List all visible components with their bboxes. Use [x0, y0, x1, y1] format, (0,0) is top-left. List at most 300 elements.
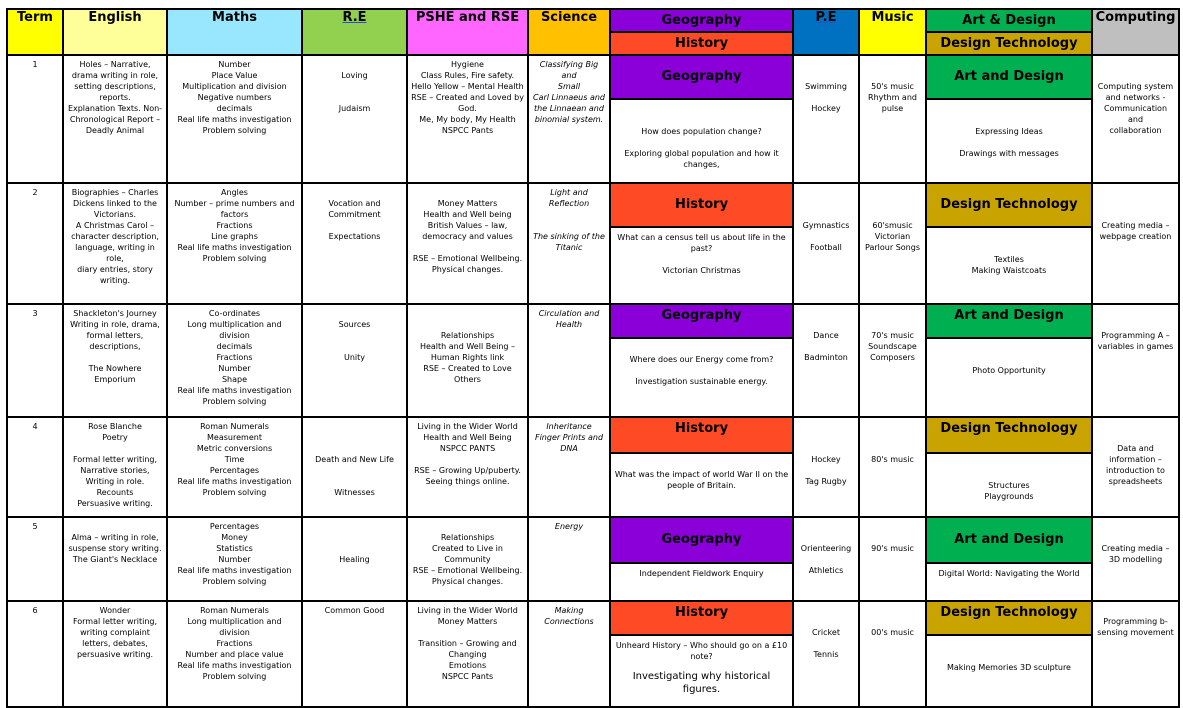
- english-line: [67, 352, 163, 363]
- music-cell: [859, 417, 926, 517]
- maths-cell: [167, 417, 302, 517]
- arts-line: [930, 232, 1088, 243]
- pshe-line: Seeing things online.: [425, 477, 510, 486]
- header-dt: [927, 31, 1091, 54]
- computing-line: Programming A –: [1101, 331, 1170, 340]
- re-line: [306, 330, 403, 341]
- pshe-line: [411, 308, 524, 319]
- arts-line: [930, 469, 1088, 480]
- term-value: 3: [32, 309, 38, 318]
- humanities-line: Where does our Energy come from?: [629, 355, 774, 364]
- english-line: writing.: [99, 276, 131, 285]
- music-line: [863, 421, 922, 432]
- maths-line: Roman Numerals: [200, 606, 269, 615]
- re-line: [306, 443, 403, 454]
- humanities-cell: [610, 55, 793, 183]
- maths-line: Fractions: [216, 639, 253, 648]
- music-line: 60'smusic: [872, 221, 913, 230]
- computing-line: sensing movement: [1097, 628, 1174, 637]
- pe-line: Cricket: [812, 628, 840, 637]
- header-music-label: Music: [871, 10, 914, 25]
- english-line: Dickens linked to the: [73, 199, 157, 208]
- header-english-label: English: [88, 10, 142, 25]
- english-line: [67, 521, 163, 532]
- science-cell: [528, 417, 610, 517]
- pshe-line: RSE – Emotional Wellbeing.: [412, 254, 523, 263]
- music-cell: [859, 601, 926, 707]
- pe-line: Hockey: [811, 104, 841, 113]
- re-line: [306, 81, 403, 92]
- maths-cell: [167, 183, 302, 304]
- music-line: Composers: [870, 353, 915, 362]
- computing-line: [1096, 59, 1175, 70]
- maths-line: Negative numbers: [197, 93, 272, 102]
- english-line: Shackleton's Journey: [73, 309, 157, 318]
- term-row: [7, 183, 1179, 304]
- humanities-line: Independent Fieldwork Enquiry: [639, 569, 764, 578]
- arts-cell: [926, 183, 1092, 304]
- pshe-line: [411, 521, 524, 532]
- science-line: Making: [554, 606, 584, 615]
- humanities-line: [614, 458, 789, 469]
- arts-subject-label: Art and Design: [954, 532, 1064, 547]
- arts-line: Structures: [988, 481, 1030, 490]
- pe-line: [797, 443, 855, 454]
- humanities-cell: [610, 417, 793, 517]
- english-cell: [63, 183, 167, 304]
- header-arts: [926, 9, 1092, 55]
- pshe-line: Changing: [448, 650, 487, 659]
- computing-line: 3D modelling: [1108, 555, 1163, 564]
- english-line: letters, debates,: [82, 639, 148, 648]
- arts-cell: [926, 517, 1092, 601]
- english-line: suspense story writing.: [68, 544, 162, 553]
- maths-line: decimals: [216, 104, 253, 113]
- pshe-line: Class Rules, Fire safety.: [420, 71, 515, 80]
- english-line: Writing in role.: [85, 477, 145, 486]
- pshe-line: RSE – Emotional Wellbeing.: [412, 566, 523, 575]
- re-line: Death and New Life: [315, 455, 394, 464]
- arts-line: [930, 115, 1088, 126]
- maths-line: Number and place value: [185, 650, 284, 659]
- humanities-line: people of Britain.: [667, 481, 736, 490]
- maths-line: Problem solving: [202, 126, 267, 135]
- pshe-line: [411, 319, 524, 330]
- humanities-subject-band: [611, 518, 792, 564]
- computing-line: [1096, 209, 1175, 220]
- music-line: 50's music: [871, 82, 914, 91]
- music-line: 70's music: [871, 331, 914, 340]
- english-line: diary entries, story: [77, 265, 153, 274]
- arts-line: Making Waistcoats: [971, 266, 1047, 275]
- computing-cell: [1092, 417, 1179, 517]
- pshe-line: RSE – Created and Loved by: [411, 93, 524, 102]
- pshe-line: Transition – Growing and: [418, 639, 517, 648]
- music-line: 80's music: [871, 455, 914, 464]
- pshe-cell: [407, 517, 528, 601]
- maths-line: Real life maths investigation: [177, 115, 292, 124]
- music-line: [863, 432, 922, 443]
- maths-line: factors: [220, 210, 249, 219]
- humanities-subject-band: [611, 602, 792, 636]
- term-value: 1: [32, 60, 38, 69]
- english-line: descriptions,: [89, 342, 141, 351]
- music-line: [863, 59, 922, 70]
- music-cell: [859, 183, 926, 304]
- header-art-label: Art & Design: [962, 12, 1056, 28]
- computing-line: spreadsheets: [1108, 477, 1163, 486]
- pshe-line: Money Matters: [437, 199, 498, 208]
- pe-line: [797, 319, 855, 330]
- re-line: Witnesses: [334, 488, 375, 497]
- maths-line: Problem solving: [202, 577, 267, 586]
- pshe-line: Physical changes.: [431, 577, 504, 586]
- science-line: Classifying Big and: [539, 60, 599, 80]
- english-line: persuasive writing.: [76, 650, 154, 659]
- science-line: [532, 209, 606, 220]
- arts-subject-label: Design Technology: [940, 605, 1078, 620]
- english-line: language, writing in role,: [75, 243, 155, 263]
- term-value: 5: [32, 522, 38, 531]
- re-line: [306, 465, 403, 476]
- english-line: Explanation Texts. Non-: [67, 104, 163, 113]
- music-line: [863, 443, 922, 454]
- pe-line: [797, 198, 855, 209]
- arts-line: Textiles: [994, 255, 1024, 264]
- pshe-line: Living in the Wider World: [417, 422, 518, 431]
- science-line: Circulation and: [538, 309, 600, 318]
- music-line: [863, 319, 922, 330]
- re-line: [306, 521, 403, 532]
- pe-line: [797, 465, 855, 476]
- humanities-cell: [610, 517, 793, 601]
- arts-cell: [926, 601, 1092, 707]
- english-line: Poetry: [102, 433, 128, 442]
- re-line: Loving: [341, 71, 368, 80]
- re-cell: [302, 517, 407, 601]
- pshe-line: [411, 627, 524, 638]
- pshe-line: [411, 242, 524, 253]
- pe-line: Football: [810, 243, 842, 252]
- pe-line: Gymnastics: [802, 221, 850, 230]
- header-history-label: History: [674, 35, 729, 51]
- computing-line: [1096, 319, 1175, 330]
- english-line: Recounts: [96, 488, 134, 497]
- english-line: writing complaint: [80, 628, 150, 637]
- english-line: Chronological Report –: [69, 115, 161, 124]
- header-art: [927, 10, 1091, 31]
- term-value: 4: [32, 422, 38, 431]
- maths-line: Real life maths investigation: [177, 477, 292, 486]
- re-line: Common Good: [324, 606, 385, 615]
- science-line: The sinking of the: [533, 232, 605, 241]
- science-cell: [528, 55, 610, 183]
- arts-subject-label: Design Technology: [940, 197, 1078, 212]
- arts-line: Drawings with messages: [959, 149, 1059, 158]
- english-line: Formal letter writing,: [72, 455, 158, 464]
- header-row: [7, 9, 1179, 55]
- maths-line: Shape: [221, 375, 248, 384]
- re-cell: [302, 304, 407, 417]
- english-line: Rose Blanche: [88, 422, 142, 431]
- maths-line: Number – prime numbers and: [174, 199, 295, 208]
- maths-line: Real life maths investigation: [177, 566, 292, 575]
- humanities-line: past?: [690, 244, 713, 253]
- science-line: Small: [557, 82, 581, 91]
- music-line: [863, 605, 922, 616]
- re-cell: [302, 55, 407, 183]
- computing-cell: [1092, 517, 1179, 601]
- music-line: Parlour Songs: [865, 243, 920, 252]
- arts-subject-label: Art and Design: [954, 69, 1064, 84]
- pshe-line: Health and Well being: [423, 210, 512, 219]
- pshe-line: [411, 454, 524, 465]
- pe-cell: [793, 304, 859, 417]
- header-re: [302, 9, 407, 55]
- pe-line: [797, 231, 855, 242]
- arts-line: [930, 243, 1088, 254]
- pe-line: Athletics: [808, 566, 844, 575]
- music-line: [863, 532, 922, 543]
- re-line: Expectations: [328, 232, 381, 241]
- pe-line: [797, 554, 855, 565]
- science-line: Connections: [544, 617, 594, 626]
- pshe-line: RSE – Created to Love: [423, 364, 512, 373]
- maths-cell: [167, 601, 302, 707]
- re-line: [306, 421, 403, 432]
- arts-subject-band: [927, 602, 1091, 636]
- pe-line: Orienteering: [800, 544, 852, 553]
- pshe-line: Others: [454, 375, 481, 384]
- english-line: Wonder: [99, 606, 131, 615]
- re-line: [306, 308, 403, 319]
- pe-line: [797, 308, 855, 319]
- computing-line: [1096, 432, 1175, 443]
- english-line: Victorians.: [93, 210, 137, 219]
- english-line: Narrative stories,: [80, 466, 150, 475]
- pe-cell: [793, 183, 859, 304]
- arts-line: Photo Opportunity: [972, 366, 1046, 375]
- maths-line: decimals: [216, 342, 253, 351]
- pe-line: [797, 432, 855, 443]
- computing-line: [1096, 532, 1175, 543]
- arts-line: [930, 640, 1088, 651]
- maths-line: Multiplication and division: [182, 82, 287, 91]
- science-line: Health: [555, 320, 583, 329]
- humanities-line: [614, 115, 789, 126]
- pe-line: Tag Rugby: [805, 477, 847, 486]
- maths-line: Percentages: [209, 466, 260, 475]
- re-line: Healing: [339, 555, 370, 564]
- english-line: The Giant's Necklace: [72, 555, 158, 564]
- music-line: 90's music: [871, 544, 914, 553]
- english-cell: [63, 304, 167, 417]
- header-science: [528, 9, 610, 55]
- maths-line: Fractions: [216, 353, 253, 362]
- arts-line: [930, 458, 1088, 469]
- english-line: Formal letter writing,: [72, 617, 158, 626]
- humanities-line: What was the impact of world War II on the: [614, 470, 789, 479]
- term-value: 6: [32, 606, 38, 615]
- re-line: Vocation and: [328, 199, 381, 208]
- computing-cell: [1092, 601, 1179, 707]
- term-cell: [7, 183, 63, 304]
- english-line: Biographies – Charles: [71, 188, 159, 197]
- science-line: the Linnaean and: [534, 104, 604, 113]
- pe-line: [797, 209, 855, 220]
- music-line: [863, 308, 922, 319]
- header-re-label: R.E: [342, 10, 367, 25]
- english-line: Persuasive writing.: [77, 499, 153, 508]
- maths-cell: [167, 304, 302, 417]
- re-line: Judaism: [338, 104, 371, 113]
- header-science-label: Science: [540, 10, 598, 25]
- pe-cell: [793, 417, 859, 517]
- maths-line: Line graphs: [211, 232, 258, 241]
- maths-line: Angles: [221, 188, 248, 197]
- pshe-line: Created to Live in Community: [432, 544, 503, 564]
- science-line: DNA: [560, 444, 578, 453]
- maths-line: Real life maths investigation: [177, 243, 292, 252]
- term-cell: [7, 417, 63, 517]
- humanities-subject-band: [611, 56, 792, 100]
- term-row: [7, 55, 1179, 183]
- pe-line: Badminton: [804, 353, 848, 362]
- maths-line: Money: [221, 533, 248, 542]
- re-line: [306, 187, 403, 198]
- english-line: A Christmas Carol –: [75, 221, 155, 230]
- english-line: setting descriptions,: [74, 82, 156, 91]
- humanities-line: Investigation sustainable energy.: [635, 377, 768, 386]
- pshe-line: Health and Well Being: [423, 433, 512, 442]
- computing-line: [1096, 421, 1175, 432]
- english-cell: [63, 55, 167, 183]
- pe-line: [797, 187, 855, 198]
- english-line: reports.: [99, 93, 131, 102]
- music-line: Rhythm and: [868, 93, 917, 102]
- maths-line: Statistics: [216, 544, 253, 553]
- maths-line: Metric conversions: [196, 444, 273, 453]
- humanities-subject-label: History: [674, 197, 729, 212]
- re-line: Sources: [338, 320, 371, 329]
- pe-line: [797, 341, 855, 352]
- header-maths-label: Maths: [212, 10, 257, 25]
- arts-cell: [926, 304, 1092, 417]
- humanities-subject-label: History: [674, 421, 729, 436]
- header-history: [611, 31, 792, 54]
- pe-line: [797, 421, 855, 432]
- header-pshe: [407, 9, 528, 55]
- computing-line: Creating media –: [1101, 544, 1170, 553]
- music-cell: [859, 55, 926, 183]
- english-cell: [63, 601, 167, 707]
- pshe-line: Hello Yellow – Mental Health: [411, 82, 524, 91]
- english-line: drama writing in role,: [71, 71, 159, 80]
- music-line: [863, 70, 922, 81]
- pshe-line: Human Rights link: [430, 353, 505, 362]
- science-cell: [528, 601, 610, 707]
- science-line: Carl Linnaeus and: [532, 93, 606, 102]
- science-line: Light and: [550, 188, 588, 197]
- humanities-line: [614, 365, 789, 376]
- humanities-line: Unheard History – Who should go on a £10: [615, 641, 788, 650]
- re-line: [306, 432, 403, 443]
- science-line: Reflection: [548, 199, 590, 208]
- music-cell: [859, 304, 926, 417]
- computing-line: [1096, 198, 1175, 209]
- pshe-cell: [407, 55, 528, 183]
- humanities-cell: [610, 601, 793, 707]
- pe-line: [797, 605, 855, 616]
- arts-line: [930, 343, 1088, 354]
- pshe-line: [411, 187, 524, 198]
- maths-line: Long multiplication and division: [187, 320, 282, 340]
- arts-cell: [926, 417, 1092, 517]
- humanities-subject-label: Geography: [661, 69, 742, 84]
- computing-line: Creating media –: [1101, 221, 1170, 230]
- pe-line: [797, 92, 855, 103]
- maths-line: Problem solving: [202, 488, 267, 497]
- pe-line: [797, 616, 855, 627]
- term-cell: [7, 601, 63, 707]
- pe-line: Dance: [813, 331, 839, 340]
- maths-line: Real life maths investigation: [177, 661, 292, 670]
- science-cell: [528, 304, 610, 417]
- curriculum-table: [6, 8, 1180, 708]
- pe-line: [797, 638, 855, 649]
- pshe-line: NSPCC PANTS: [439, 444, 496, 453]
- header-pe-label: P.E: [815, 10, 837, 25]
- arts-line: [930, 354, 1088, 365]
- arts-line: Making Memories 3D sculpture: [947, 663, 1071, 672]
- maths-line: Roman Numerals: [200, 422, 269, 431]
- arts-line: Digital World: Navigating the World: [938, 569, 1080, 578]
- computing-line: introduction to: [1106, 466, 1165, 475]
- header-geography-label: Geography: [661, 12, 742, 28]
- computing-line: [1096, 521, 1175, 532]
- maths-line: Number: [218, 555, 251, 564]
- pshe-line: Money Matters: [437, 617, 498, 626]
- science-cell: [528, 517, 610, 601]
- computing-line: [1096, 605, 1175, 616]
- term-cell: [7, 304, 63, 417]
- re-line: [306, 341, 403, 352]
- humanities-subject-band: [611, 305, 792, 339]
- maths-line: Real life maths investigation: [177, 386, 292, 395]
- pe-line: [797, 70, 855, 81]
- music-line: [863, 616, 922, 627]
- maths-line: Place Value: [211, 71, 258, 80]
- pe-line: Tennis: [813, 650, 839, 659]
- pshe-line: God.: [458, 104, 477, 113]
- science-line: binomial system.: [534, 115, 604, 124]
- header-pshe-label: PSHE and RSE: [415, 10, 520, 25]
- humanities-line: [614, 254, 789, 265]
- computing-line: Computing system: [1097, 82, 1174, 91]
- maths-line: Measurement: [207, 433, 262, 442]
- term-row: [7, 601, 1179, 707]
- humanities-cell: [610, 183, 793, 304]
- english-line: Writing in role, drama,: [70, 320, 160, 329]
- pe-line: [797, 59, 855, 70]
- pshe-line: Relationships: [440, 331, 495, 340]
- computing-line: Communication and: [1103, 104, 1168, 124]
- computing-line: variables in games: [1097, 342, 1174, 351]
- humanities-subject-band: [611, 184, 792, 228]
- pshe-cell: [407, 304, 528, 417]
- pe-line: [797, 532, 855, 543]
- science-line: Energy: [554, 522, 584, 531]
